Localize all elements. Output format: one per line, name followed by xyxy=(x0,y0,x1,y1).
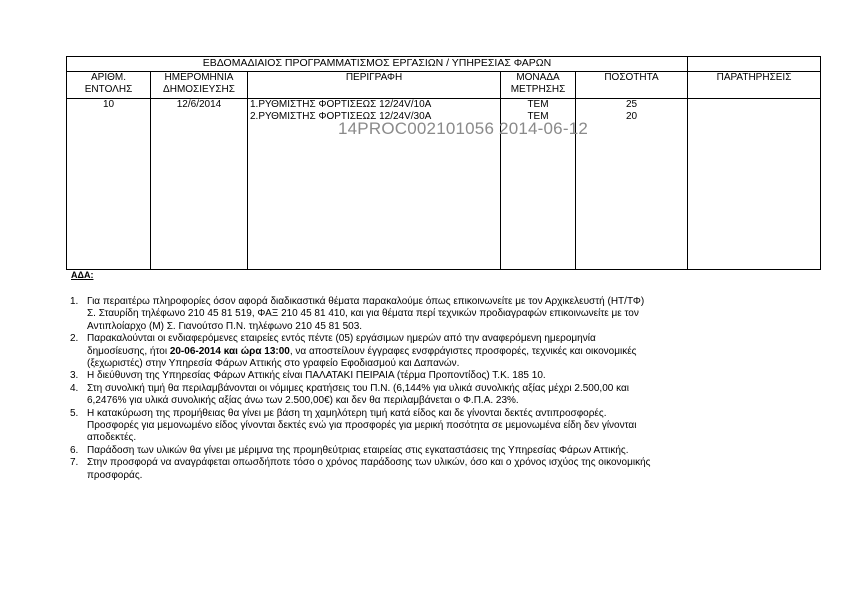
header-publication-date-line2: ΔΗΜΟΣΙΕΥΣΗΣ xyxy=(163,84,235,95)
list-item xyxy=(70,296,770,333)
item-quantity: 25 xyxy=(625,99,638,110)
header-order-number-line2: ΕΝΤΟΛΗΣ xyxy=(84,84,133,95)
note-text-line: Η κατακύρωση της προμήθειας θα γίνει με βάση τη χαμηλότερη τιμή κατά είδος και δε γίνονται δεκτές αντιπροσφορές. xyxy=(87,407,607,419)
note-text-line xyxy=(87,346,770,358)
header-publication-date-line1: ΗΜΕΡΟΜΗΝΙΑ xyxy=(164,72,234,83)
note-text-line: Σ. Σταυρίδη τηλέφωνο 210 45 81 519, ΦΑΞ 210 45 81 410, και για θέματα περί τεχνικών προδιαγραφών επικοινωνείτε με τον xyxy=(87,308,639,320)
item-unit: ΤΕΜ xyxy=(527,111,549,122)
header-unit-line2: ΜΕΤΡΗΣΗΣ xyxy=(510,84,566,95)
header-order-number-line1: ΑΡΙΘΜ. xyxy=(90,72,126,83)
publication-date-cell: 12/6/2014 xyxy=(151,99,248,270)
note-text-line: Η διεύθυνση της Υπηρεσίας Φάρων Αττικής είναι ΠΑΛΑΤΑΚΙ ΠΕΙΡΑΙΑ (τέρμα Προποντίδος) Τ.Κ. 185 10. xyxy=(87,370,546,382)
note-text-line: 6,2476% για υλικά συνολικής αξίας άνω των 2.500,00€) και δεν θα περιλαμβάνεται ο Φ.Π.Α. 23%. xyxy=(87,395,519,407)
work-schedule-table xyxy=(66,56,821,270)
note-number: 2. xyxy=(70,333,79,345)
note-number: 7. xyxy=(70,457,79,469)
note-number: 3. xyxy=(70,370,79,382)
header-unit xyxy=(501,72,576,99)
note-text-line: Παρακαλούνται οι ενδιαφερόμενες εταιρείες εντός πέντε (05) εργάσιμων ημερών από την αναφερόμενη ημερομηνία xyxy=(87,333,596,345)
order-number-cell: 10 xyxy=(67,99,151,270)
table-title: ΕΒΔΟΜΑΔΙΑΙΟΣ ΠΡΟΓΡΑΜΜΑΤΙΣΜΟΣ ΕΡΓΑΣΙΩΝ / ΥΠΗΡΕΣΙΑΣ ΦΑΡΩΝ xyxy=(67,57,688,72)
header-remarks: ΠΑΡΑΤΗΡΗΣΕΙΣ xyxy=(688,72,821,99)
list-item xyxy=(70,370,770,382)
item-quantity: 20 xyxy=(625,111,638,122)
note-text-line: αποδεκτές. xyxy=(87,432,137,444)
header-description: ΠΕΡΙΓΡΑΦΗ xyxy=(248,72,501,99)
notes-list xyxy=(70,296,770,482)
deadline-text: 20-06-2014 και ώρα 13:00 xyxy=(169,345,290,357)
item-description: 1.ΡΥΘΜΙΣΤΗΣ ΦΟΡΤΙΣΕΩΣ 12/24V/10A xyxy=(250,99,432,110)
header-order-number xyxy=(67,72,151,99)
note-text-segment: , να αποστείλουν έγγραφες ενσφράγιστες προσφορές, τεχνικές και οικονομικές xyxy=(289,345,637,357)
header-quantity: ΠΟΣΟΤΗΤΑ xyxy=(576,72,688,99)
note-text-line: Στην προσφορά να αναγράφεται οπωσδήποτε τόσο ο χρόνος παράδοσης των υλικών, όσο και ο χρόνος ισχύος της οικονομικής xyxy=(87,457,651,469)
note-number: 6. xyxy=(70,444,79,456)
header-publication-date xyxy=(151,72,248,99)
note-text-line: Αντιπλοίαρχο (Μ) Σ. Γιανούτσο Π.Ν. τηλέφωνο 210 45 81 503. xyxy=(87,320,363,332)
note-number: 5. xyxy=(70,407,79,419)
ada-watermark: 14PROC002101056 2014-06-12 xyxy=(338,119,588,138)
item-unit: ΤΕΜ xyxy=(527,99,549,110)
title-row-empty-cell xyxy=(688,57,821,72)
note-text-line: Στη συνολική τιμή θα περιλαμβάνονται οι νόμιμες κρατήσεις του Π.Ν. (6,144% για υλικά συνολικής αξίας μέχρι 2.500,00 και xyxy=(87,382,629,394)
quantity-cell xyxy=(576,99,688,270)
item-description: 2.ΡΥΘΜΙΣΤΗΣ ΦΟΡΤΙΣΕΩΣ 12/24V/30A xyxy=(250,111,432,122)
list-item xyxy=(70,408,770,445)
ada-label: ΑΔΑ: xyxy=(71,270,94,280)
note-text-segment: δημοσίευσης, ήτοι xyxy=(87,345,170,357)
list-item xyxy=(70,445,770,457)
note-text-line: Για περαιτέρω πληροφορίες όσον αφορά διαδικαστικά θέματα παρακαλούμε όπως επικοινωνείτε με τον Αρχικελευστή (ΗΤ/ΤΦ) xyxy=(87,296,645,307)
note-text-line: Παράδοση των υλικών θα γίνει με μέριμνα της προμηθεύτριας εταιρείας στις εγκαταστάσεις της Υπηρεσίας Φάρων Αττικής. xyxy=(87,444,629,456)
list-item xyxy=(70,383,770,408)
header-unit-line1: ΜΟΝΑΔΑ xyxy=(516,72,560,83)
note-text-line: προσφοράς. xyxy=(87,469,143,481)
note-text-line: Προσφορές για μεμονωμένο είδος γίνονται δεκτές ενώ για προσφορές για μερική ποσότητα σε μεμονωμένα είδη δεν γίνονται xyxy=(87,420,637,432)
list-item xyxy=(70,457,770,482)
note-number: 4. xyxy=(70,382,79,394)
list-item xyxy=(70,333,770,370)
note-number: 1. xyxy=(70,296,79,307)
note-text-line: (ξεχωριστές) στην Υπηρεσία Φάρων Αττικής στο γραφείο Εφοδιασμού και Δαπανών. xyxy=(87,358,460,370)
remarks-cell xyxy=(688,99,821,270)
